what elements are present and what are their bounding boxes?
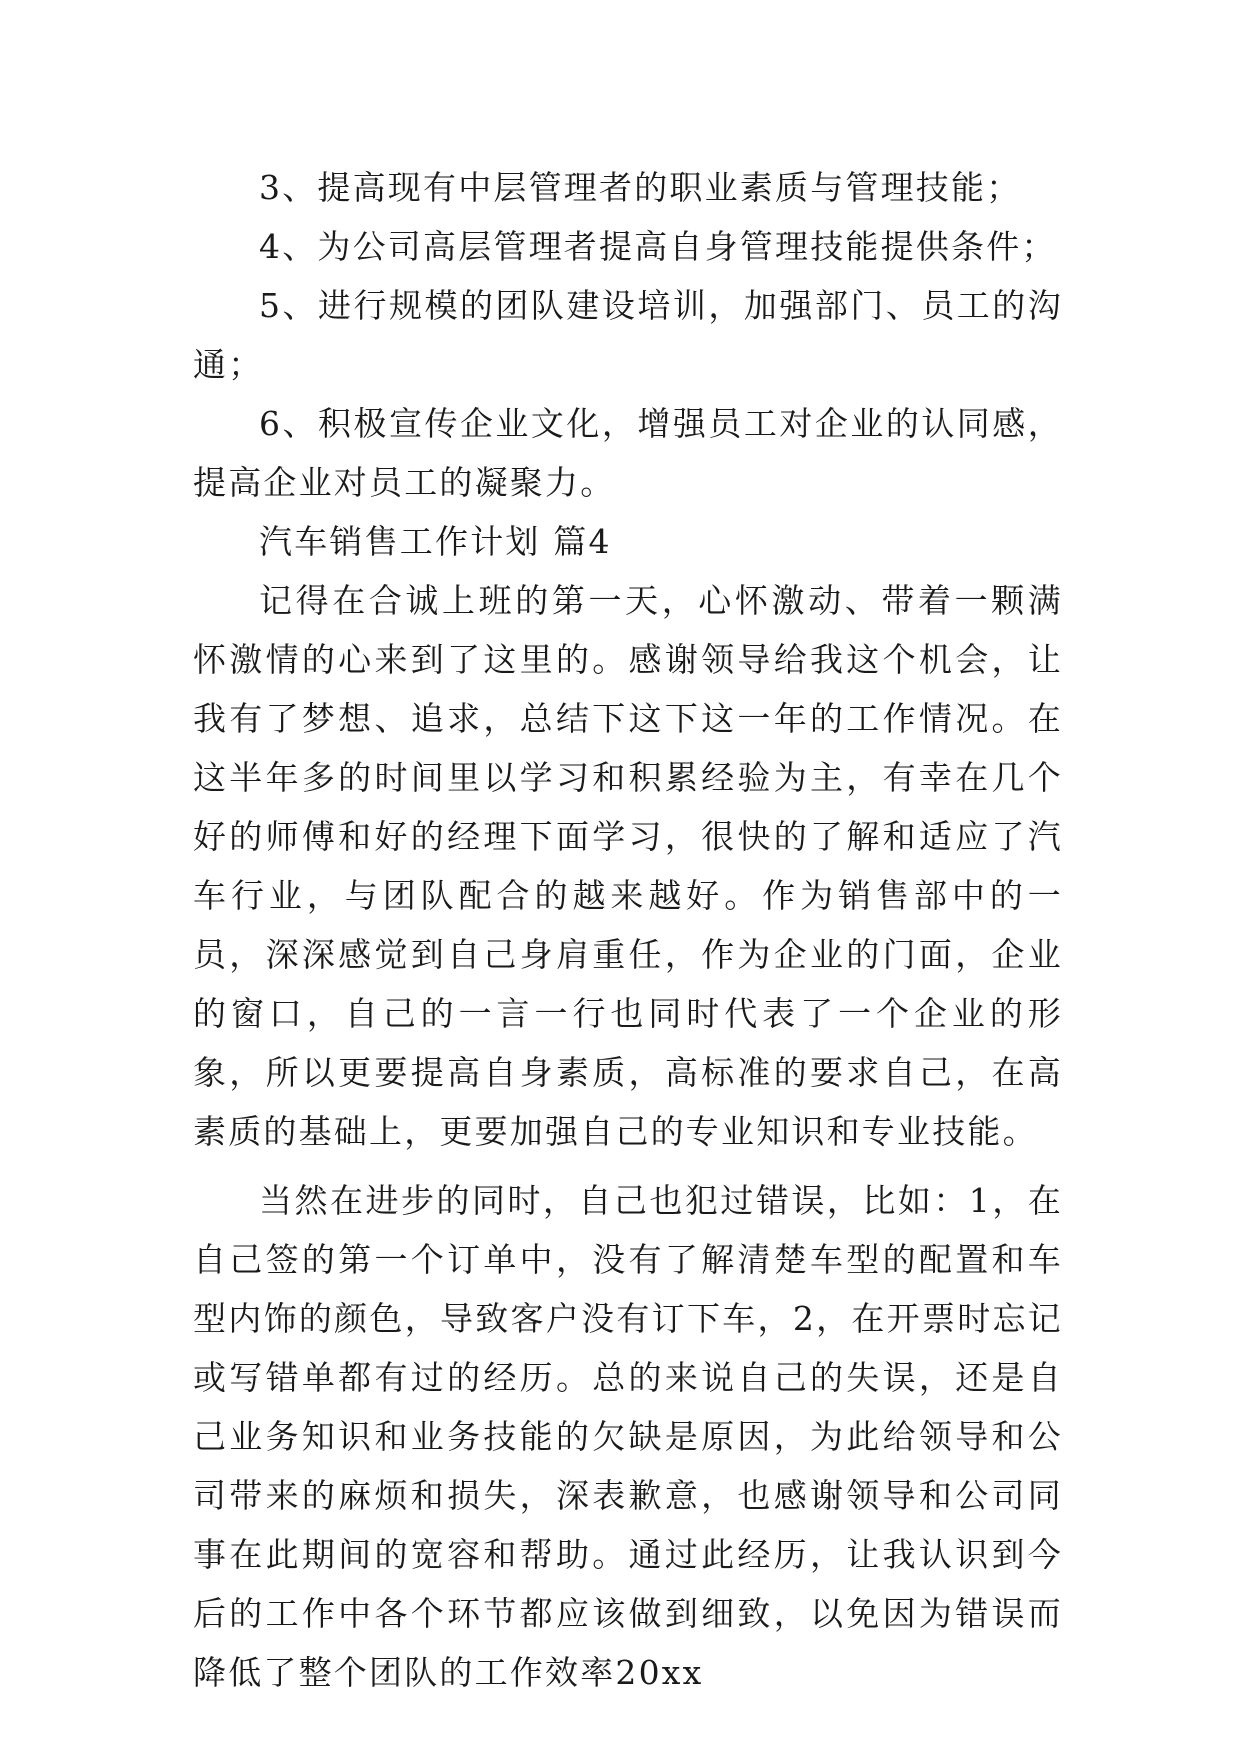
paragraph-item-5: 5、进行规模的团队建设培训，加强部门、员工的沟通； — [193, 286, 1063, 384]
section-heading: 汽车销售工作计划 篇4 — [259, 522, 612, 561]
paragraph-item-3: 3、提高现有中层管理者的职业素质与管理技能； — [259, 168, 1022, 207]
paragraph-item-4: 4、为公司高层管理者提高自身管理技能提供条件； — [259, 227, 1057, 266]
body-paragraph: 当然在进步的同时，自己也犯过错误，比如：1，在自己签的第一个订单中，没有了解清楚车型的配置和车型内饰的颜色，导致客户没有订下车，2，在开票时忘记或写错单都有过的经历。总的来说自己的失误，还是自己业务知识和业务技能的欠缺是原因，为此给领导和公司带来的麻烦和损失，深表歉意，也感谢领导和公司同事在此期间的宽容和帮助。通过此经历，让我认识到今后的工作中各个环节都应该做到细致，以免因为错误而降低了整个团队的工作效率20xx — [193, 1181, 1063, 1692]
body-paragraph: 记得在合诚上班的第一天，心怀激动、带着一颗满怀激情的心来到了这里的。感谢领导给我这个机会，让我有了梦想、追求，总结下这下这一年的工作情况。在这半年多的时间里以学习和积累经验为主，有幸在几个好的师傅和好的经理下面学习，很快的了解和适应了汽车行业，与团队配合的越来越好。作为销售部中的一员，深深感觉到自己身肩重任，作为企业的门面，企业的窗口，自己的一言一行也同时代表了一个企业的形象，所以更要提高自身素质，高标准的要求自己，在高素质的基础上，更要加强自己的专业知识和专业技能。 — [193, 581, 1063, 1151]
paragraph-item-6: 6、积极宣传企业文化，增强员工对企业的认同感，提高企业对员工的凝聚力。 — [193, 404, 1063, 502]
document-body — [193, 158, 1063, 1702]
